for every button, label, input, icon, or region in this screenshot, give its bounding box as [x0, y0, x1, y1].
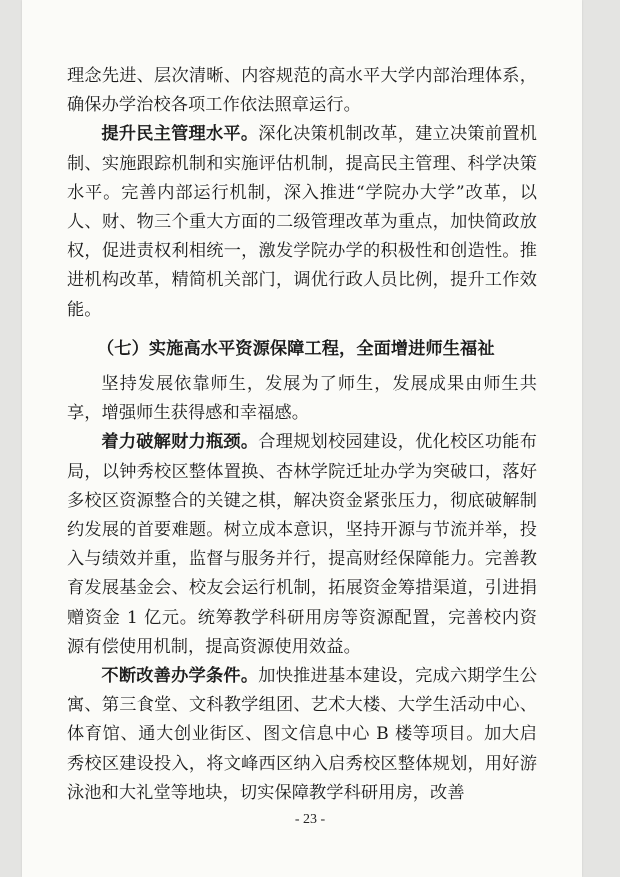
paragraph-conditions	[67, 662, 537, 808]
paragraph-governance	[67, 62, 537, 120]
page-number: - 23 -	[294, 812, 326, 827]
paragraph-lead: 着力破解财力瓶颈。	[101, 432, 259, 453]
paragraph-financial	[67, 428, 537, 662]
paragraph-text: 理念先进、层次清晰、内容规范的高水平大学内部治理体系，确保办学治校各项工作依法照章运行。	[67, 66, 537, 116]
paragraph-intro	[67, 370, 537, 428]
section-heading: （七）实施高水平资源保障工程，全面增进师生福祉	[97, 338, 495, 359]
paragraph-text: 加快推进基本建设，完成六期学生公寓、第三食堂、文科教学组团、艺术大楼、大学生活动中心、体育馆、通大创业街区、图文信息中心 B 楼等项目。加大启秀校区建设投入，将文峰西区纳入启秀校区整体规划，用好游泳池和大礼堂等地块，切实保障教学科研用房，改善	[67, 666, 537, 803]
paragraph-lead: 提升民主管理水平。	[101, 124, 259, 145]
paragraph-text: 深化决策机制改革，建立决策前置机制、实施跟踪机制和实施评估机制，提高民主管理、科学决策水平。完善内部运行机制，深入推进“学院办大学”改革，以人、财、物三个重大方面的二级管理改革为重点，加快简政放权，促进责权利相统一，激发学院办学的积极性和创造性。推进机构改革，精简机关部门，调优行政人员比例，提升工作效能。	[67, 124, 537, 320]
paragraph-democratic-management	[67, 120, 537, 324]
document-body	[67, 62, 537, 808]
paragraph-text: 坚持发展依靠师生，发展为了师生，发展成果由师生共享，增强师生获得感和幸福感。	[67, 374, 537, 424]
paragraph-text: 合理规划校园建设，优化校区功能布局，以钟秀校区整体置换、杏林学院迁址办学为突破口，落好多校区资源整合的关键之棋，解决资金紧张压力，彻底破解制约发展的首要难题。树立成本意识，坚持开源与节流并举，投入与绩效并重，监督与服务并行，提高财经保障能力。完善教育发展基金会、校友会运行机制，拓展资金筹措渠道，引进捐赠资金 1 亿元。统筹教学科研用房等资源配置，完善校内资源有偿使用机制，提高资源使用效益。	[67, 432, 537, 657]
paragraph-lead: 不断改善办学条件。	[101, 666, 259, 687]
